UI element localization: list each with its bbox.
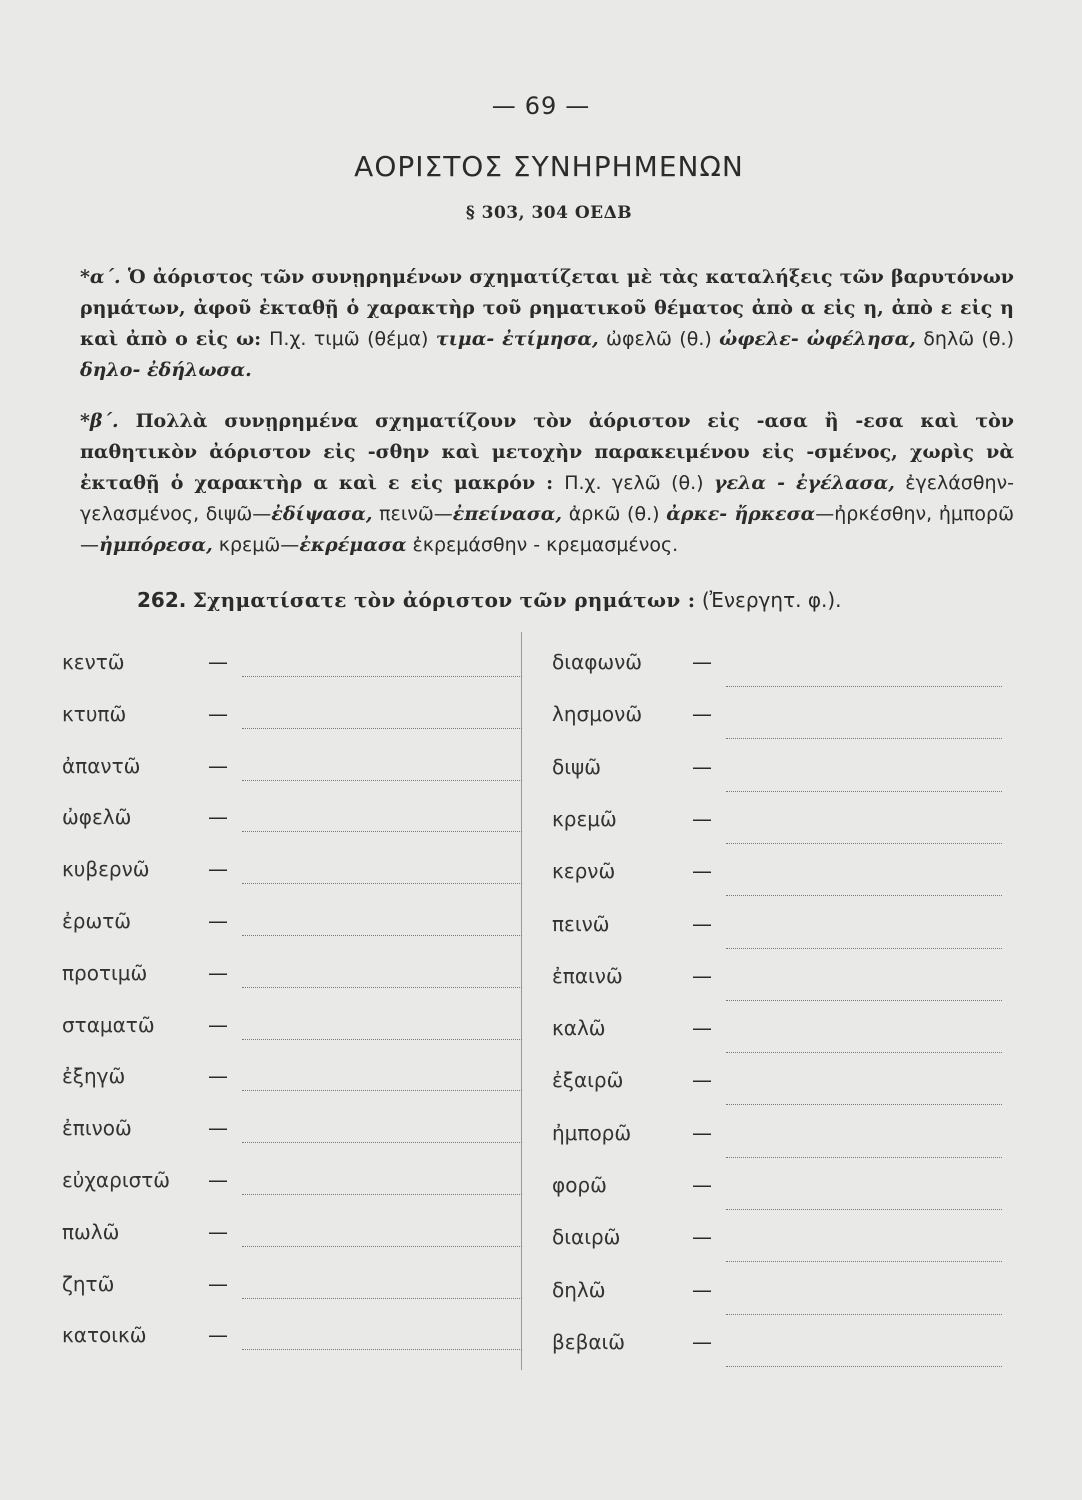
right-verb: δηλῶ [552,1277,606,1302]
left-verb-dash: — [208,1116,228,1141]
exercise-heading [137,588,842,612]
left-answer-line[interactable] [242,987,522,988]
right-verb: ἠμπορῶ [552,1120,632,1145]
left-verb-row [62,1168,522,1208]
paragraph-b-example-3-form: ἐπείνασα, [452,503,563,525]
left-verb-row [62,650,522,690]
right-verb: ἐξαιρῶ [552,1068,624,1093]
left-verb-row [62,1323,522,1363]
right-verb-row [552,1330,1012,1370]
left-answer-line[interactable] [242,728,522,729]
right-answer-line[interactable] [726,1209,1002,1210]
right-verb: πεινῶ [552,911,610,936]
left-answer-line[interactable] [242,1246,522,1247]
right-answer-line[interactable] [726,1157,1002,1158]
right-verb: καλῶ [552,1016,606,1041]
right-verb-row [552,859,1012,899]
paragraph-a-example-2-form: ὠφελε- ὠφέλησα, [719,328,916,350]
left-verb: εὐχαριστῶ [62,1168,171,1192]
exercise-voice: (Ἐνεργητ. φ.). [695,588,842,612]
left-verb-dash: — [208,1064,228,1089]
left-answer-line[interactable] [242,1090,522,1091]
paragraph-b-example-6: κρεμῶ— [212,534,300,556]
right-answer-line[interactable] [726,895,1002,896]
right-verb: λησμονῶ [552,702,643,727]
left-verb-row [62,1220,522,1260]
paragraph-b [80,406,1014,561]
right-verb-dash: — [692,1277,712,1302]
paragraph-a-text: Ὁ ἀόριστος τῶν συνῃρημένων σχηματίζεται μὲ τὰς καταλήξεις τῶν βαρυτόνων ρημάτων, ἀφοῦ ἐκταθῇ ὁ χαρακτὴρ τοῦ ρηματικοῦ θέματος ἀπὸ α εἰς η, ἀπὸ ε εἰς η καὶ ἀπὸ ο εἰς ω: [80,266,1014,350]
left-verb-row [62,1116,522,1156]
paragraph-b-example-6-form: ἐκρέμασα [299,534,407,556]
right-answer-line[interactable] [726,1314,1002,1315]
left-verb-dash: — [208,753,228,778]
left-verb-dash: — [208,1271,228,1296]
left-verb-dash: — [208,805,228,830]
left-answer-line[interactable] [242,1142,522,1143]
paragraph-a [80,262,1014,386]
right-answer-line[interactable] [726,738,1002,739]
page-title: ΑΟΡΙΣΤΟΣ ΣΥΝΗΡΗΜΕΝΩΝ [354,150,744,183]
right-verb-dash: — [692,1173,712,1197]
right-answer-line[interactable] [726,948,1002,949]
left-verb: πωλῶ [62,1219,120,1244]
left-verb-row [62,754,522,794]
left-answer-line[interactable] [242,831,522,832]
paragraph-a-example-3: δηλῶ (θ.) [915,328,1014,350]
left-verb-row [62,1272,522,1312]
left-verb-dash: — [208,1012,228,1037]
right-verb-dash: — [692,806,712,831]
right-answer-line[interactable] [726,1052,1002,1053]
right-verb-dash: — [692,859,712,884]
right-answer-line[interactable] [726,1104,1002,1105]
right-verb: ἐπαινῶ [552,963,623,988]
left-verb-row [62,961,522,1001]
left-verb-dash: — [208,909,228,933]
paragraph-b-example-2: ἐγελάσθην-γελασμένος, διψῶ— [80,472,1014,525]
exercise-instruction: Σχηματίσατε τὸν ἀόριστον τῶν ρημάτων : [192,588,696,612]
paragraph-b-text: Πολλὰ συνῃρημένα σχηματίζουν τὸν ἀόριστον εἰς -ασα ἢ -εσα καὶ τὸν παθητικὸν ἀόριστον εἰς -σθην καὶ μετοχὴν παρακειμένου εἰς -σμένος, χωρὶς νὰ ἐκταθῇ ὁ χαρακτὴρ α καὶ ε εἰς μακρόν : [80,410,1014,494]
left-answer-line[interactable] [242,780,522,781]
right-verb-row [552,1121,1012,1161]
left-verb-dash: — [208,701,228,726]
right-verb-row [552,1278,1012,1318]
right-verb-row [552,964,1012,1004]
paragraph-b-example-2-form: ἐδίψασα, [271,503,373,525]
left-verb-dash: — [208,1219,228,1244]
left-answer-line[interactable] [242,1039,522,1040]
right-verb-row [552,1173,1012,1213]
right-answer-line[interactable] [726,686,1002,687]
left-verb-dash: — [208,960,228,985]
right-verb-dash: — [692,1329,712,1354]
right-verb-dash: — [692,911,712,936]
right-verb-dash: — [692,1225,712,1250]
left-verb: ἀπαντῶ [62,753,141,778]
right-verb-row [552,755,1012,795]
left-verb-row [62,1013,522,1053]
left-answer-line[interactable] [242,1349,522,1350]
left-verb: ἐρωτῶ [62,909,132,933]
left-verb-row [62,702,522,742]
left-verb-row [62,857,522,897]
right-verb-dash: — [692,963,712,988]
exercise-number: 262. [137,588,187,612]
right-answer-line[interactable] [726,843,1002,844]
right-verb: κρεμῶ [552,806,617,831]
paragraph-a-example-1: Π.χ. τιμῶ (θέμα) [269,328,436,350]
right-verb-row [552,1068,1012,1108]
left-verb: ὠφελῶ [62,805,132,830]
right-verb-dash: — [692,754,712,779]
left-verb: ζητῶ [62,1271,115,1296]
right-verb-dash: — [692,1120,712,1145]
paragraph-b-example-3: πεινῶ— [372,503,453,525]
left-verb: προτιμῶ [62,960,148,985]
right-verb-dash: — [692,1016,712,1041]
right-verb-dash: — [692,702,712,727]
page-number [0,92,1082,120]
left-verb-row [62,805,522,845]
left-verb-row [62,1064,522,1104]
left-verb-dash: — [208,1168,228,1192]
right-verb-dash: — [692,1068,712,1093]
left-verb: κυβερνῶ [62,857,150,882]
paragraph-a-marker: *α΄. [80,266,121,288]
right-verb-row [552,912,1012,952]
left-verb: ἐξηγῶ [62,1064,126,1089]
right-verb: διαφωνῶ [552,650,643,674]
left-answer-line[interactable] [242,883,522,884]
right-verb: βεβαιῶ [552,1329,626,1354]
right-answer-line[interactable] [726,1000,1002,1001]
paragraph-b-example-1-form: γελα - ἐγέλασα, [714,472,895,494]
left-verb: σταματῶ [62,1012,155,1037]
right-verb: κερνῶ [552,859,616,884]
paragraph-b-marker: *β΄. [80,410,119,432]
right-verb-row [552,650,1012,690]
left-verb-dash: — [208,650,228,674]
right-verb-row [552,807,1012,847]
right-verb-row [552,702,1012,742]
paragraph-a-example-2: ὠφελῶ (θ.) [598,328,720,350]
page-number-dash-left: — [491,92,517,120]
left-verb-row [62,909,522,949]
paragraph-b-example-4: ἀρκῶ (θ.) [562,503,667,525]
left-answer-line[interactable] [242,1194,522,1195]
paragraph-b-example-1: Π.χ. γελῶ (θ.) [564,472,715,494]
page-number-dash-right: — [565,92,591,120]
left-verb: ἐπινοῶ [62,1116,132,1141]
paragraph-b-example-7: ἐκρεμάσθην - κρεμασμένος. [406,534,679,556]
right-answer-line[interactable] [726,1261,1002,1262]
left-answer-line[interactable] [242,1298,522,1299]
right-verb: διψῶ [552,754,601,779]
right-answer-line[interactable] [726,791,1002,792]
paragraph-b-example-5: —ἠρκέσθην, ἠμπορῶ— [80,503,1015,556]
right-verb-row [552,1016,1012,1056]
left-verb-dash: — [208,1323,228,1348]
paragraph-a-example-1-form: τιμα- ἐτίμησα, [435,328,599,350]
left-answer-line[interactable] [242,676,522,677]
paragraph-a-example-3-form: δηλο- ἐδήλωσα. [80,359,252,381]
left-verb-dash: — [208,857,228,882]
left-answer-line[interactable] [242,935,522,936]
right-verb: διαιρῶ [552,1225,621,1250]
right-verb-dash: — [692,650,712,674]
paragraph-b-example-4-form: ἀρκε- ἤρκεσα [666,503,816,525]
left-verb: κτυπῶ [62,701,127,726]
left-verb: κατοικῶ [62,1323,147,1348]
paragraph-b-example-5-form: ἠμπόρεσα, [99,534,213,556]
right-answer-line[interactable] [726,1366,1002,1367]
page-number-value: 69 [524,92,558,120]
left-verb: κεντῶ [62,650,125,674]
right-verb: φορῶ [552,1173,607,1197]
right-verb-row [552,1225,1012,1265]
section-reference: § 303, 304 ΟΕΔΒ [465,203,633,223]
